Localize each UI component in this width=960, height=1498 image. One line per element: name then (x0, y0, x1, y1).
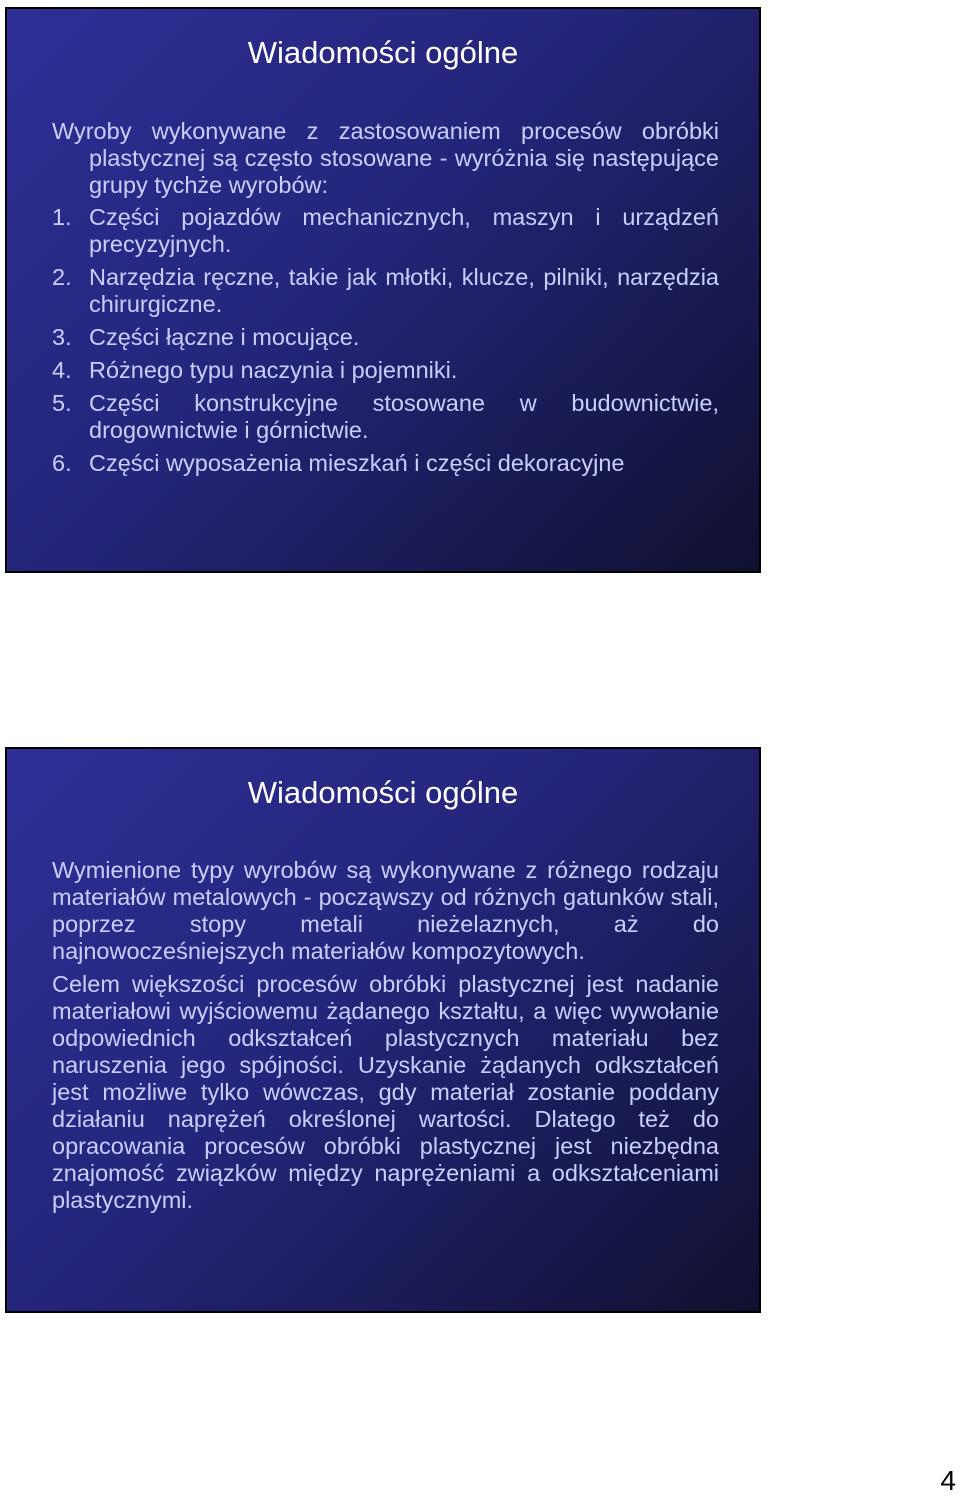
list-item-number: 5. (52, 390, 72, 416)
list-item (52, 204, 719, 258)
list-item-number: 6. (52, 450, 72, 476)
list-item (52, 450, 719, 477)
list-item-number: 3. (52, 324, 72, 350)
list-item-number: 4. (52, 357, 72, 383)
list-item-number: 1. (52, 204, 72, 230)
list-item-text: Narzędzia ręczne, takie jak młotki, klucze, pilniki, narzędzia chirurgiczne. (89, 264, 719, 317)
slide-1-content (52, 118, 719, 483)
list-item (52, 390, 719, 444)
list-item-text: Części łączne i mocujące. (89, 324, 360, 350)
list-item-number: 2. (52, 264, 72, 290)
slide-2-paragraph: Celem większości procesów obróbki plastycznej jest nadanie materiałowi wyjściowemu żądanego kształtu, a więc wywołanie odpowiednich odkształceń plastycznych materiału bez naruszenia jego spójności. Uzyskanie żądanych odkształceń jest możliwe tylko wówczas, gdy materiał zostanie poddany działaniu naprężeń określonej wartości. Dlatego też do opracowania procesów obróbki plastycznej jest niezbędna znajomość związków między naprężeniami a odkształceniami plastycznymi. (52, 971, 719, 1213)
list-item (52, 324, 719, 351)
slide-1-title: Wiadomości ogólne (247, 35, 519, 70)
list-item (52, 357, 719, 384)
slide-1-intro: Wyroby wykonywane z zastosowaniem procesów obróbki plastycznej są często stosowane - wyróżnia się następujące grupy tychże wyrobów: (52, 118, 719, 198)
page-number: 4 (940, 1465, 956, 1496)
list-item-text: Części wyposażenia mieszkań i części dekoracyjne (89, 450, 625, 476)
slide-2-paragraph: Wymienione typy wyrobów są wykonywane z różnego rodzaju materiałów metalowych - począwszy od różnych gatunków stali, poprzez stopy metali nieżelaznych, aż do najnowocześniejszych materiałów kompozytowych. (52, 857, 719, 964)
list-item-text: Części pojazdów mechanicznych, maszyn i urządzeń precyzyjnych. (89, 204, 719, 257)
list-item (52, 264, 719, 318)
list-item-text: Części konstrukcyjne stosowane w budownictwie, drogownictwie i górnictwie. (89, 390, 719, 443)
slide-2 (5, 747, 761, 1313)
slide-2-title: Wiadomości ogólne (247, 775, 519, 810)
list-item-text: Różnego typu naczynia i pojemniki. (89, 357, 458, 383)
slide-2-content (52, 857, 719, 1220)
slide-1 (5, 7, 761, 573)
